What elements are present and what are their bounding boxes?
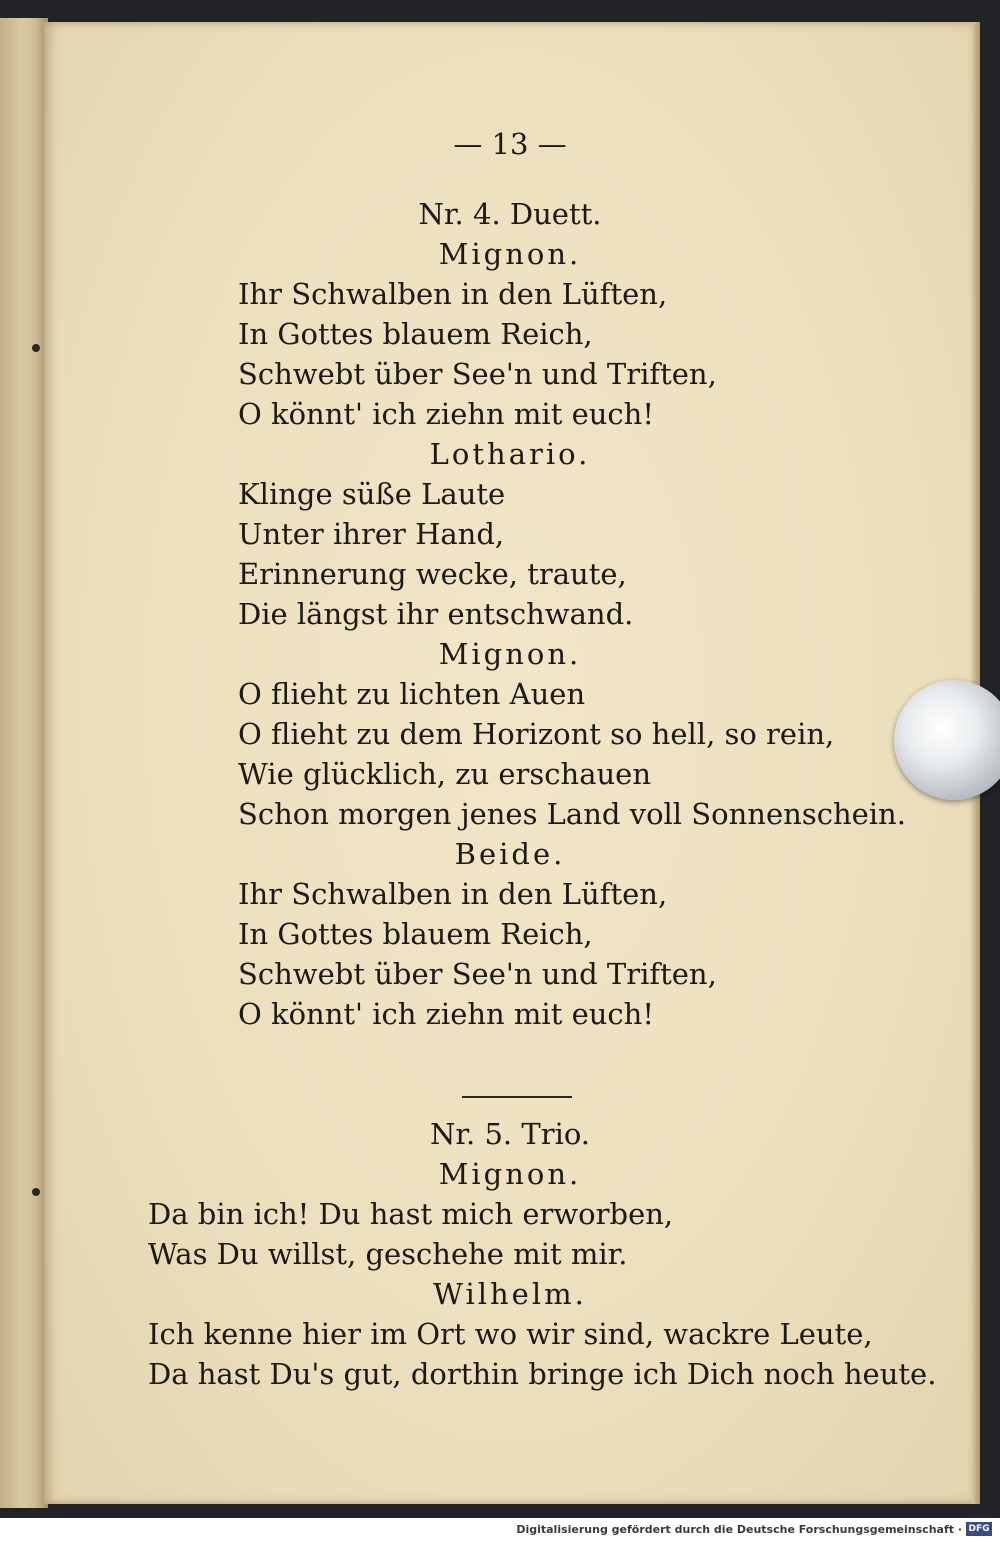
book-page	[44, 22, 976, 1504]
verse-line: Ihr Schwalben in den Lüften,	[238, 277, 668, 311]
section-heading: Nr. 5. Trio.	[429, 1117, 591, 1151]
verse-line: Da bin ich! Du hast mich erworben,	[148, 1197, 674, 1231]
verse-line: Schwebt über See'n und Triften,	[238, 357, 717, 391]
footer-bar	[0, 1518, 1000, 1542]
section-heading: Nr. 4. Duett.	[418, 197, 602, 231]
verse-line: Schon morgen jenes Land voll Sonnenschein.	[238, 797, 906, 831]
verse-line: Was Du willst, geschehe mit mir.	[148, 1237, 628, 1271]
speaker-name: Wilhelm.	[433, 1277, 587, 1311]
verse-line: In Gottes blauem Reich,	[238, 317, 593, 351]
verse-line: O flieht zu dem Horizont so hell, so rein,	[238, 717, 835, 751]
binding-hole	[32, 344, 40, 352]
speaker-name: Mignon.	[438, 237, 582, 271]
speaker-name: Mignon.	[438, 637, 582, 671]
verse-line: O könnt' ich ziehn mit euch!	[238, 997, 654, 1031]
verse-line: In Gottes blauem Reich,	[238, 917, 593, 951]
speaker-name: Beide.	[454, 837, 566, 871]
verse-line: O könnt' ich ziehn mit euch!	[238, 397, 654, 431]
footer-credit: Digitalisierung gefördert durch die Deutsche Forschungsgemeinschaft ·	[516, 1523, 962, 1536]
verse-line: O flieht zu lichten Auen	[238, 677, 586, 711]
verse-line: Schwebt über See'n und Triften,	[238, 957, 717, 991]
verse-line: Erinnerung wecke, traute,	[238, 557, 627, 591]
speaker-name: Lothario.	[429, 437, 591, 471]
speaker-name: Mignon.	[438, 1157, 582, 1191]
page-number: — 13 —	[453, 127, 567, 161]
verse-line: Ich kenne hier im Ort wo wir sind, wackre Leute,	[148, 1317, 873, 1351]
binding-hole	[32, 1188, 40, 1196]
book-left-edge	[0, 18, 48, 1508]
verse-line: Unter ihrer Hand,	[238, 517, 505, 551]
dfg-logo-icon: DFG	[966, 1522, 992, 1536]
verse-line: Die längst ihr entschwand.	[238, 597, 634, 631]
section-divider	[462, 1096, 572, 1098]
verse-line: Ihr Schwalben in den Lüften,	[238, 877, 668, 911]
verse-line: Klinge süße Laute	[238, 477, 506, 511]
verse-line: Da hast Du's gut, dorthin bringe ich Dich noch heute.	[148, 1357, 937, 1391]
verse-line: Wie glücklich, zu erschauen	[238, 757, 651, 791]
